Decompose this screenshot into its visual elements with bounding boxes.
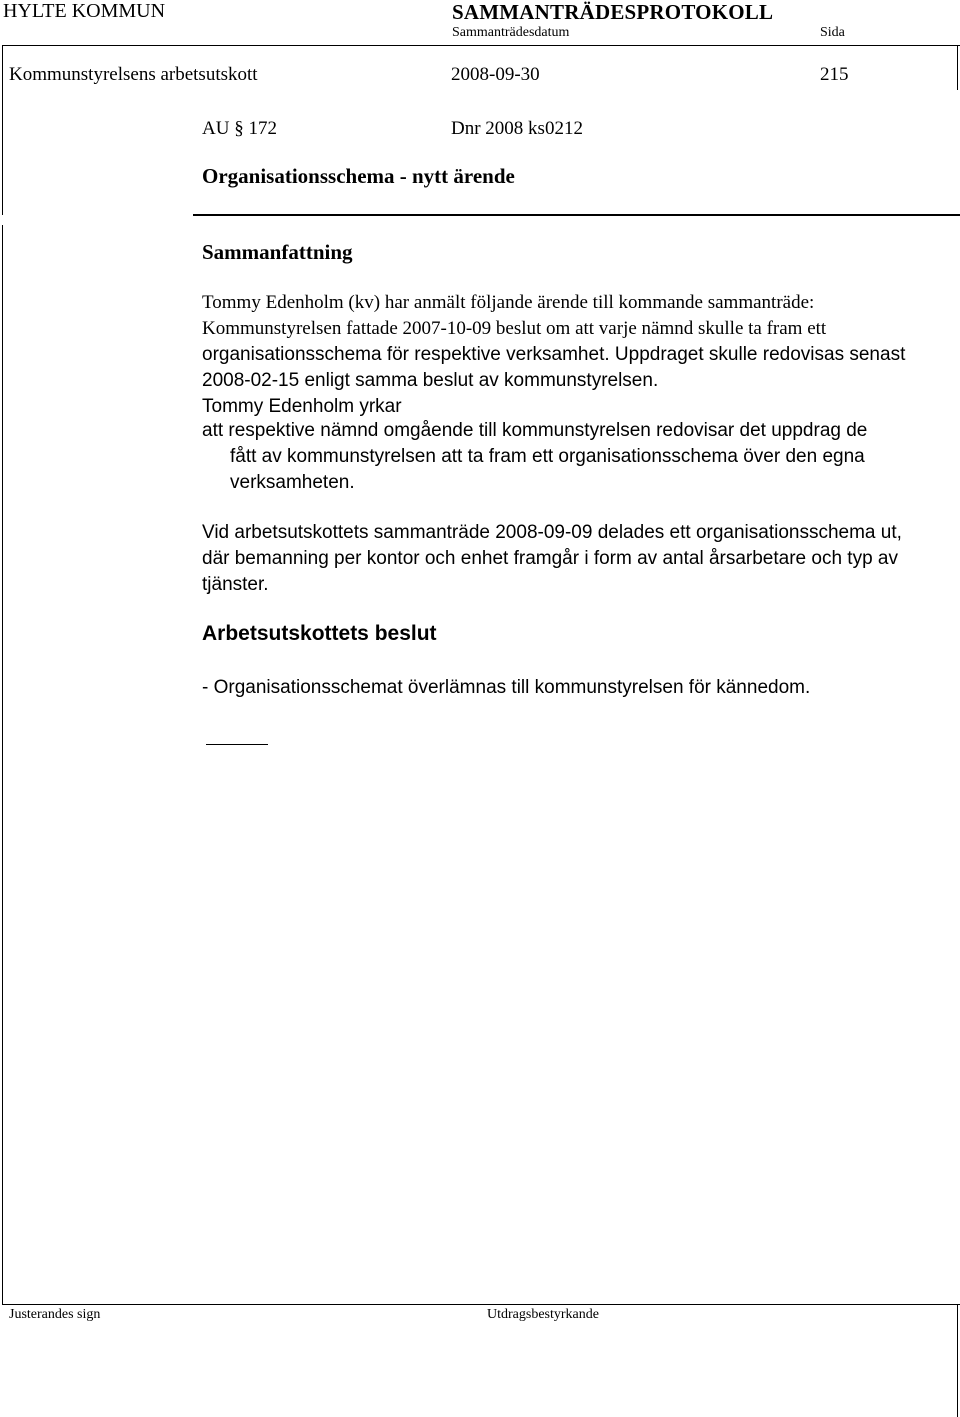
right-frame-line-top bbox=[957, 45, 958, 90]
adjuster-signature-label: Justerandes sign bbox=[9, 1307, 101, 1322]
meeting-date-label: Sammanträdesdatum bbox=[452, 25, 570, 40]
header-divider bbox=[2, 45, 960, 46]
case-dnr: Dnr 2008 ks0212 bbox=[451, 118, 583, 139]
case-number: AU § 172 bbox=[202, 118, 277, 139]
followup-line-2: där bemanning per kontor och enhet framgår i form av antal årsarbetare och typ av bbox=[202, 548, 898, 569]
section-divider bbox=[193, 214, 960, 216]
motion-line-3: verksamheten. bbox=[230, 472, 355, 493]
right-frame-line-footer bbox=[957, 1304, 958, 1417]
summary-line-2: Kommunstyrelsen fattade 2007-10-09 beslut om att varje nämnd skulle ta fram ett bbox=[202, 318, 827, 339]
meeting-date: 2008-09-30 bbox=[451, 64, 540, 85]
motion-line-1: att respektive nämnd omgående till kommunstyrelsen redovisar det uppdrag de bbox=[202, 420, 868, 441]
motion-line-2: fått av kommunstyrelsen att ta fram ett organisationsschema över den egna bbox=[230, 446, 865, 467]
followup-line-1: Vid arbetsutskottets sammanträde 2008-09-09 delades ett organisationsschema ut, bbox=[202, 522, 902, 543]
page-label: Sida bbox=[820, 25, 845, 40]
summary-paragraph bbox=[202, 290, 905, 394]
summary-line-1: Tommy Edenholm (kv) har anmält följande ärende till kommande sammanträde: bbox=[202, 292, 815, 313]
extract-certification-label: Utdragsbestyrkande bbox=[487, 1307, 599, 1322]
proposer-line: Tommy Edenholm yrkar bbox=[202, 396, 402, 417]
followup-paragraph bbox=[202, 520, 902, 598]
summary-line-4: 2008-02-15 enligt samma beslut av kommunstyrelsen. bbox=[202, 370, 659, 391]
meeting-body: Kommunstyrelsens arbetsutskott bbox=[9, 64, 258, 85]
left-frame-line-top bbox=[2, 45, 3, 215]
summary-line-3: organisationsschema för respektive verksamhet. Uppdraget skulle redovisas senast bbox=[202, 344, 906, 365]
document-type: SAMMANTRÄDESPROTOKOLL bbox=[452, 0, 774, 24]
left-frame-line bbox=[2, 225, 3, 1305]
page-number: 215 bbox=[820, 64, 849, 85]
end-of-section-rule bbox=[206, 744, 268, 745]
decision-line: - Organisationsschemat överlämnas till kommunstyrelsen för kännedom. bbox=[202, 677, 811, 698]
followup-line-3: tjänster. bbox=[202, 574, 269, 595]
summary-heading: Sammanfattning bbox=[202, 240, 353, 264]
motion-continuation bbox=[230, 444, 865, 496]
footer-divider bbox=[2, 1304, 960, 1305]
decision-heading: Arbetsutskottets beslut bbox=[202, 622, 437, 645]
case-title: Organisationsschema - nytt ärende bbox=[202, 164, 515, 188]
municipality-name: HYLTE KOMMUN bbox=[3, 0, 166, 22]
